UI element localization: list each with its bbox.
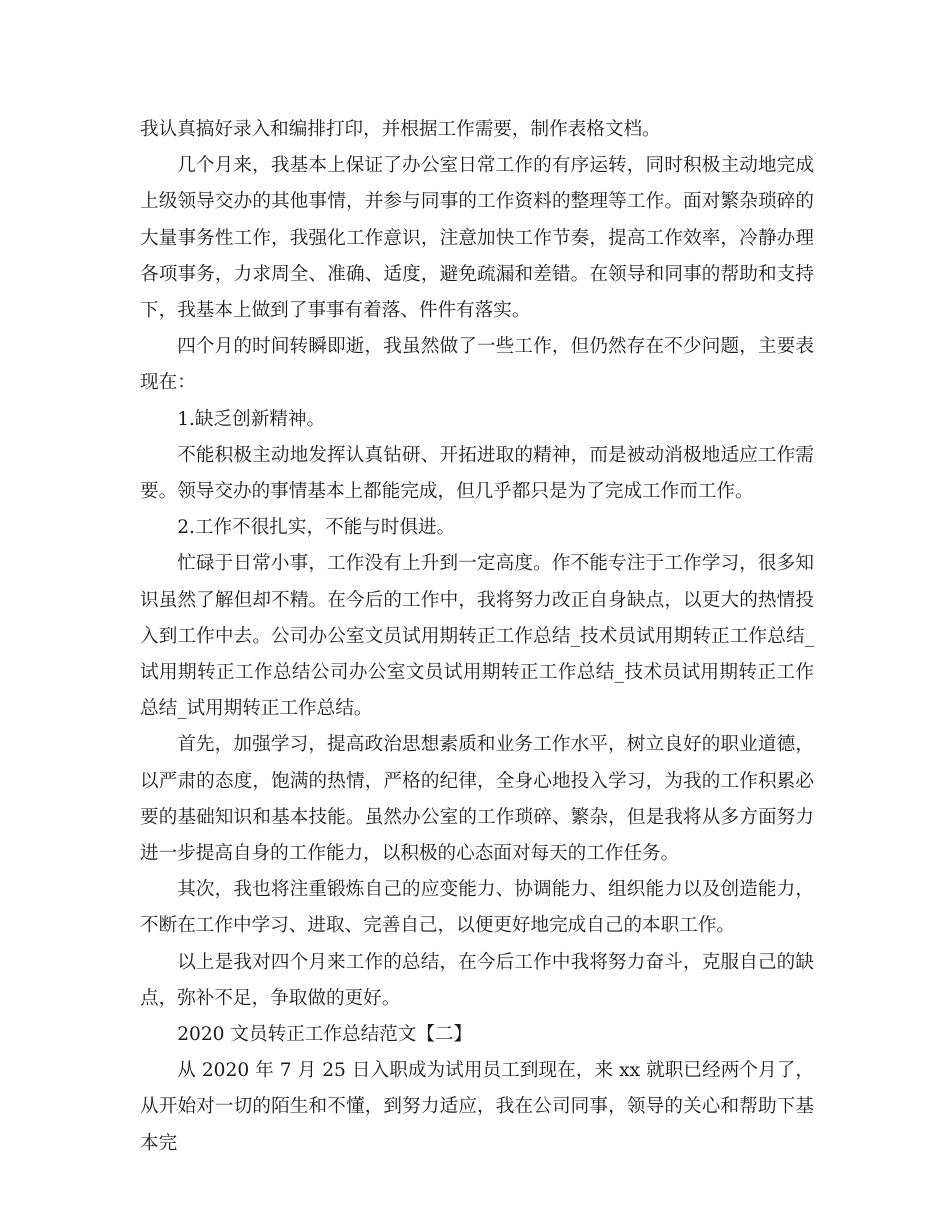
paragraph-section-two-start: 从 2020 年 7 月 25 日入职成为试用员工到现在，来 xx 就职已经两个月了，从开始对一切的陌生和不懂，到努力适应，我在公司同事，领导的关心和帮助下基本完 [140,1060,814,1154]
list-item-heading-1: 1.缺乏创新精神。 [177,408,326,430]
list-item-heading-2: 2.工作不很扎实，不能与时俱进。 [177,517,456,539]
document-body [140,112,814,1162]
paragraph-problem-1: 不能积极主动地发挥认真钻研、开拓进取的精神，而是被动消极地适应工作需要。领导交办的事情基本上都能完成，但几乎都只是为了完成工作而工作。 [140,444,814,503]
paragraph-continuation: 我认真搞好录入和编排打印，并根据工作需要，制作表格文档。 [140,119,661,140]
paragraph-problem-2: 忙碌于日常小事，工作没有上升到一定高度。作不能专注于工作学习，很多知识虽然了解但却不精。在今后的工作中，我将努力改正自身缺点，以更大的热情投入到工作中去。公司办公室文员试用期转正工作总结_技术员试用期转正工作总结_试用期转正工作总结公司办公室文员试用期转正工作总结_技术员试用期转正工作总结_试用期转正工作总结。 [140,553,814,720]
section-heading: 2020 文员转正工作总结范文【二】 [177,1024,473,1046]
paragraph-work-summary: 几个月来，我基本上保证了办公室日常工作的有序运转，同时积极主动地完成上级领导交办的其他事情，并参与同事的工作资料的整理等工作。面对繁杂琐碎的大量事务性工作，我强化工作意识，注意加快工作节奏，提高工作效率，冷静办理各项事务，力求周全、准确、适度，避免疏漏和差错。在领导和同事的帮助和支持下，我基本上做到了事事有着落、件件有落实。 [140,155,814,322]
paragraph-second-plan: 其次，我也将注重锻炼自己的应变能力、协调能力、组织能力以及创造能力，不断在工作中学习、进取、完善自己，以便更好地完成自己的本职工作。 [140,879,814,937]
paragraph-first-plan: 首先，加强学习，提高政治思想素质和业务工作水平，树立良好的职业道德，以严肃的态度，饱满的热情，严格的纪律，全身心地投入学习，为我的工作积累必要的基础知识和基本技能。虽然办公室的工作琐碎、繁杂，但是我将从多方面努力进一步提高自身的工作能力，以积极的心态面对每天的工作任务。 [140,734,814,865]
paragraph-problems-intro: 四个月的时间转瞬即逝，我虽然做了一些工作，但仍然存在不少问题，主要表现在： [140,336,814,394]
paragraph-conclusion: 以上是我对四个月来工作的总结，在今后工作中我将努力奋斗，克服自己的缺点，弥补不足，争取做的更好。 [140,951,814,1009]
